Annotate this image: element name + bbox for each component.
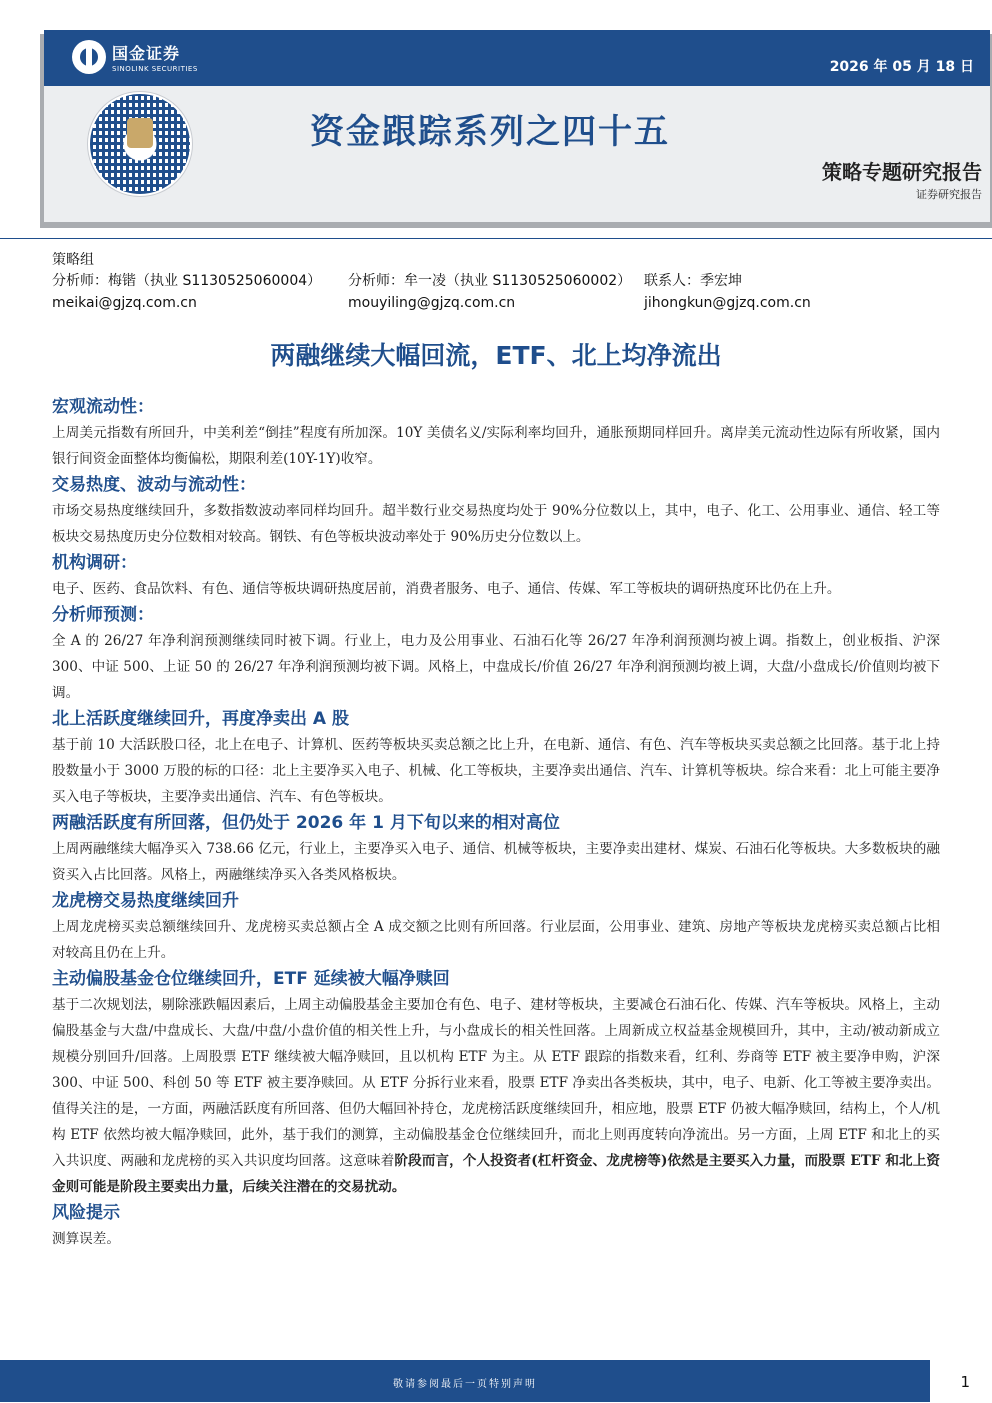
- section-body: 市场交易热度继续回升，多数指数波动率同样均回升。超半数行业交易热度均处于 90%分位数以上，其中，电子、化工、公用事业、通信、轻工等板块交易热度历史分位数相对较高。钢铁、有色等板块波动率处于 90%历史分位数以上。: [52, 503, 940, 545]
- report-headline: 两融继续大幅回流，ETF、北上均净流出: [270, 341, 722, 370]
- section-title: 宏观流动性：: [52, 397, 154, 417]
- section-title: 龙虎榜交易热度继续回升: [52, 891, 239, 911]
- report-content: [52, 394, 940, 1252]
- section-trading-heat: [52, 472, 940, 550]
- section-body: 上周美元指数有所回升，中美利差“倒挂”程度有所加深。10Y 美债名义/实际利率均回升，通胀预期同样回升。离岸美元流动性边际有所收紧，国内银行间资金面整体均衡偏松，期限利差(10Y-1Y)收窄。: [52, 425, 940, 467]
- section-analyst-forecast: [52, 602, 940, 706]
- logo-text: [112, 41, 198, 73]
- section-body: [52, 992, 940, 1200]
- section-funds-etf: [52, 966, 940, 1200]
- section-body: 上周龙虎榜买卖总额继续回升、龙虎榜买卖总额占全 A 成交额之比则有所回落。行业层面，公用事业、建筑、房地产等板块龙虎榜买卖总额占比相对较高且仍在上升。: [52, 919, 940, 961]
- analyst-2-email[interactable]: mouyiling@gjzq.com.cn: [348, 295, 516, 311]
- series-title: 资金跟踪系列之四十五: [310, 112, 670, 152]
- section-title: 北上活跃度继续回升，再度净卖出 A 股: [52, 709, 349, 729]
- report-subtype: 证券研究报告: [916, 188, 982, 201]
- header-divider: [0, 238, 992, 239]
- section-title: 分析师预测：: [52, 605, 154, 625]
- footer-disclaimer: 敬请参阅最后一页特别声明: [393, 1379, 537, 1390]
- section-macro-liquidity: [52, 394, 940, 472]
- section-title: 风险提示: [52, 1203, 120, 1223]
- section-body: 基于前 10 大活跃股口径，北上在电子、计算机、医药等板块买卖总额之比上升，在电新、通信、有色、汽车等板块买卖总额之比回落。基于北上持股数量小于 3000 万股的标的口径：北上主要净买入电子、机械、化工等板块，主要净卖出通信、汽车、计算机等板块。综合来看：北上可能主要净买入电子等板块，主要净卖出通信、汽车、有色等板块。: [52, 737, 940, 805]
- section-margin-trading: [52, 810, 940, 888]
- section-institutional-research: [52, 550, 940, 602]
- section-title: 机构调研：: [52, 553, 137, 573]
- team-name: 策略组: [52, 252, 94, 268]
- logo-en: SINOLINK SECURITIES: [112, 65, 198, 73]
- section-dragon-tiger: [52, 888, 940, 966]
- author-names-row: [52, 270, 952, 292]
- report-type: 策略专题研究报告: [822, 160, 982, 184]
- section-northbound: [52, 706, 940, 810]
- section-body: 电子、医药、食品饮料、有色、通信等板块调研热度居前，消费者服务、电子、通信、传媒、军工等板块的调研热度环比仍在上升。: [52, 581, 841, 597]
- section-body: 上周两融继续大幅净买入 738.66 亿元，行业上，主要净买入电子、通信、机械等板块，主要净卖出建材、煤炭、石油石化等板块。大多数板块的融资买入占比回落。风格上，两融继续净买入各类风格板块。: [52, 841, 940, 883]
- analyst-2: 分析师：牟一凌（执业 S1130525060002）: [348, 273, 632, 289]
- logo-cn: 国金证券: [112, 44, 181, 63]
- section-body: 测算误差。: [52, 1231, 120, 1247]
- analyst-1: 分析师：梅锴（执业 S1130525060004）: [52, 273, 322, 289]
- section-body-text: 基于二次规划法，剔除涨跌幅因素后，上周主动偏股基金主要加仓有色、电子、建材等板块，主要减仓石油石化、传媒、汽车等板块。风格上，主动偏股基金与大盘/中盘成长、大盘/中盘/小盘价值的相关性上升，与小盘成长的相关性回落。上周新成立权益基金规模回升，其中，主动/被动新成立规模分别回升/回落。上周股票 ETF 继续被大幅净赎回，且以机构 ETF 为主。从 ETF 跟踪的指数来看，红利、券商等 ETF 被主要净申购，沪深 300、中证 500、科创 50 等 ETF 被主要净赎回。从 ETF 分拆行业来看，股票 ETF 净卖出各类板块，其中，电子、电新、化工等被主要净卖出。值得关注的是，一方面，两融活跃度有所回落、但仍大幅回补持仓，龙虎榜活跃度继续回升，相应地，股票 ETF 仍被大幅净赎回，结构上，个人/机构 ETF 依然均被大幅净赎回，此外，基于我们的测算，主动偏股基金仓位继续回升，而北上则再度转向净流出。另一方面，上周 ETF 和北上的买入共识度、两融和龙虎榜的买入共识度均回落。这意味着: [52, 997, 940, 1169]
- contact-person: 联系人：季宏坤: [644, 273, 742, 289]
- company-logo: [72, 40, 198, 74]
- section-title: 主动偏股基金仓位继续回升，ETF 延续被大幅净赎回: [52, 969, 450, 989]
- contact-email[interactable]: jihongkun@gjzq.com.cn: [644, 295, 811, 311]
- author-emails-row: [52, 292, 952, 314]
- logo-mark-icon: [72, 40, 106, 74]
- authors-block: [52, 250, 952, 314]
- report-date: 2026 年 05 月 18 日: [829, 59, 974, 75]
- section-title: 交易热度、波动与流动性：: [52, 475, 256, 495]
- section-title: 两融活跃度有所回落，但仍处于 2026 年 1 月下旬以来的相对高位: [52, 813, 560, 833]
- section-body: 全 A 的 26/27 年净利润预测继续同时被下调。行业上，电力及公用事业、石油石化等 26/27 年净利润预测均被上调。指数上，创业板指、沪深 300、中证 500、上证 50 的 26/27 年净利润预测均被下调。风格上，中盘成长/价值 26/27 年净利润预测均被上调，大盘/小盘成长/价值则均被下调。: [52, 633, 940, 701]
- section-body-emphasis: 阶段而言，个人投资者(杠杆资金、龙虎榜等)依然是主要买入力量，而股票 ETF 和北上资金则可能是阶段主要卖出力量，后续关注潜在的交易扰动。: [52, 1153, 940, 1195]
- analyst-1-email[interactable]: meikai@gjzq.com.cn: [52, 295, 197, 311]
- section-risk: [52, 1200, 940, 1252]
- qr-badge-icon: [127, 118, 153, 148]
- page-number: 1: [960, 1373, 970, 1391]
